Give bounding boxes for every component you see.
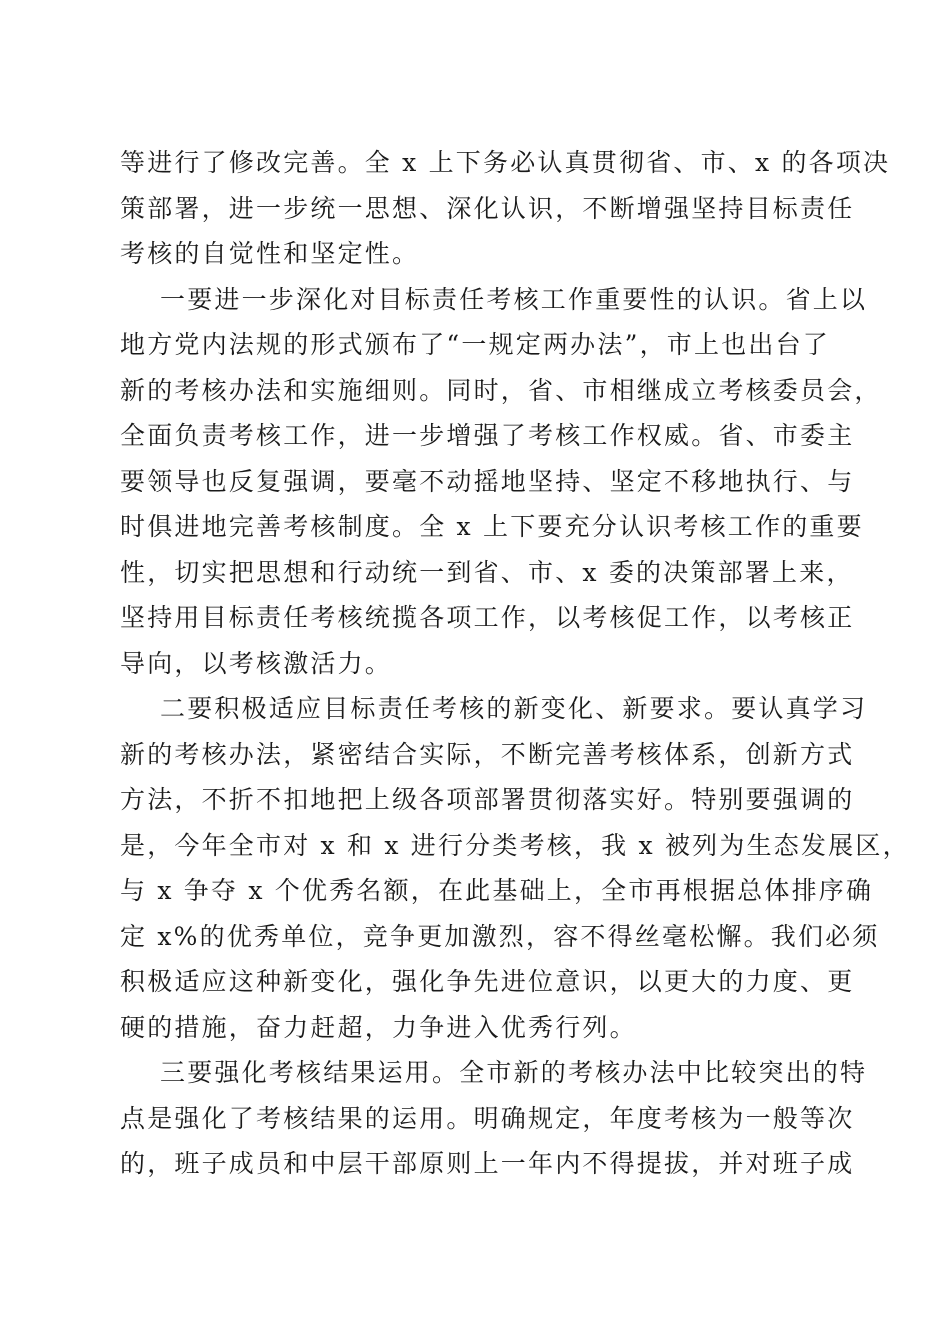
text-line: 等进行了修改完善。全 x 上下务必认真贯彻省、市、x 的各项决 bbox=[120, 148, 891, 177]
text-line: 考核的自觉性和坚定性。 bbox=[120, 239, 420, 268]
paragraph-three-first-line: 三要强化考核结果运用。全市新的考核办法中比较突出的特 bbox=[160, 1058, 868, 1087]
text-line: 定 x%的优秀单位，竞争更加激烈，容不得丝毫松懈。我们必须 bbox=[120, 921, 880, 951]
paragraph-one-first-line: 一要进一步深化对目标责任考核工作重要性的认识。省上以 bbox=[160, 284, 868, 314]
text-line: 新的考核办法和实施细则。同时，省、市相继成立考核委员会， bbox=[120, 375, 882, 405]
text-line: 地方党内法规的形式颁布了“一规定两办法”，市上也出台了 bbox=[120, 330, 830, 359]
text-line: 要领导也反复强调，要毫不动摇地坚持、坚定不移地执行、与 bbox=[120, 466, 855, 496]
text-line: 是，今年全市对 x 和 x 进行分类考核，我 x 被列为生态发展区， bbox=[120, 830, 910, 860]
text-line: 与 x 争夺 x 个优秀名额，在此基础上，全市再根据总体排序确 bbox=[120, 876, 874, 905]
text-line: 全面负责考核工作，进一步增强了考核工作权威。省、市委主 bbox=[120, 421, 855, 450]
text-line: 积极适应这种新变化，强化争先进位意识，以更大的力度、更 bbox=[120, 967, 855, 996]
text-line: 点是强化了考核结果的运用。明确规定，年度考核为一般等次 bbox=[120, 1103, 855, 1133]
text-line: 性，切实把思想和行动统一到省、市、x 委的决策部署上来， bbox=[120, 557, 854, 587]
text-line: 坚持用目标责任考核统揽各项工作，以考核促工作，以考核正 bbox=[120, 603, 855, 632]
text-line: 策部署，进一步统一思想、深化认识，不断增强坚持目标责任 bbox=[120, 193, 855, 223]
text-line: 的，班子成员和中层干部原则上一年内不得提拔，并对班子成 bbox=[120, 1149, 855, 1178]
text-line: 时俱进地完善考核制度。全 x 上下要充分认识考核工作的重要 bbox=[120, 512, 864, 541]
text-line: 导向，以考核激活力。 bbox=[120, 648, 393, 678]
text-line: 硬的措施，奋力赶超，力争进入优秀行列。 bbox=[120, 1012, 637, 1042]
paragraph-two-first-line: 二要积极适应目标责任考核的新变化、新要求。要认真学习 bbox=[160, 694, 868, 723]
body-text bbox=[120, 140, 910, 1187]
text-line: 新的考核办法，紧密结合实际，不断完善考核体系，创新方式 bbox=[120, 739, 855, 769]
text-line: 方法，不折不扣地把上级各项部署贯彻落实好。特别要强调的 bbox=[120, 785, 855, 814]
